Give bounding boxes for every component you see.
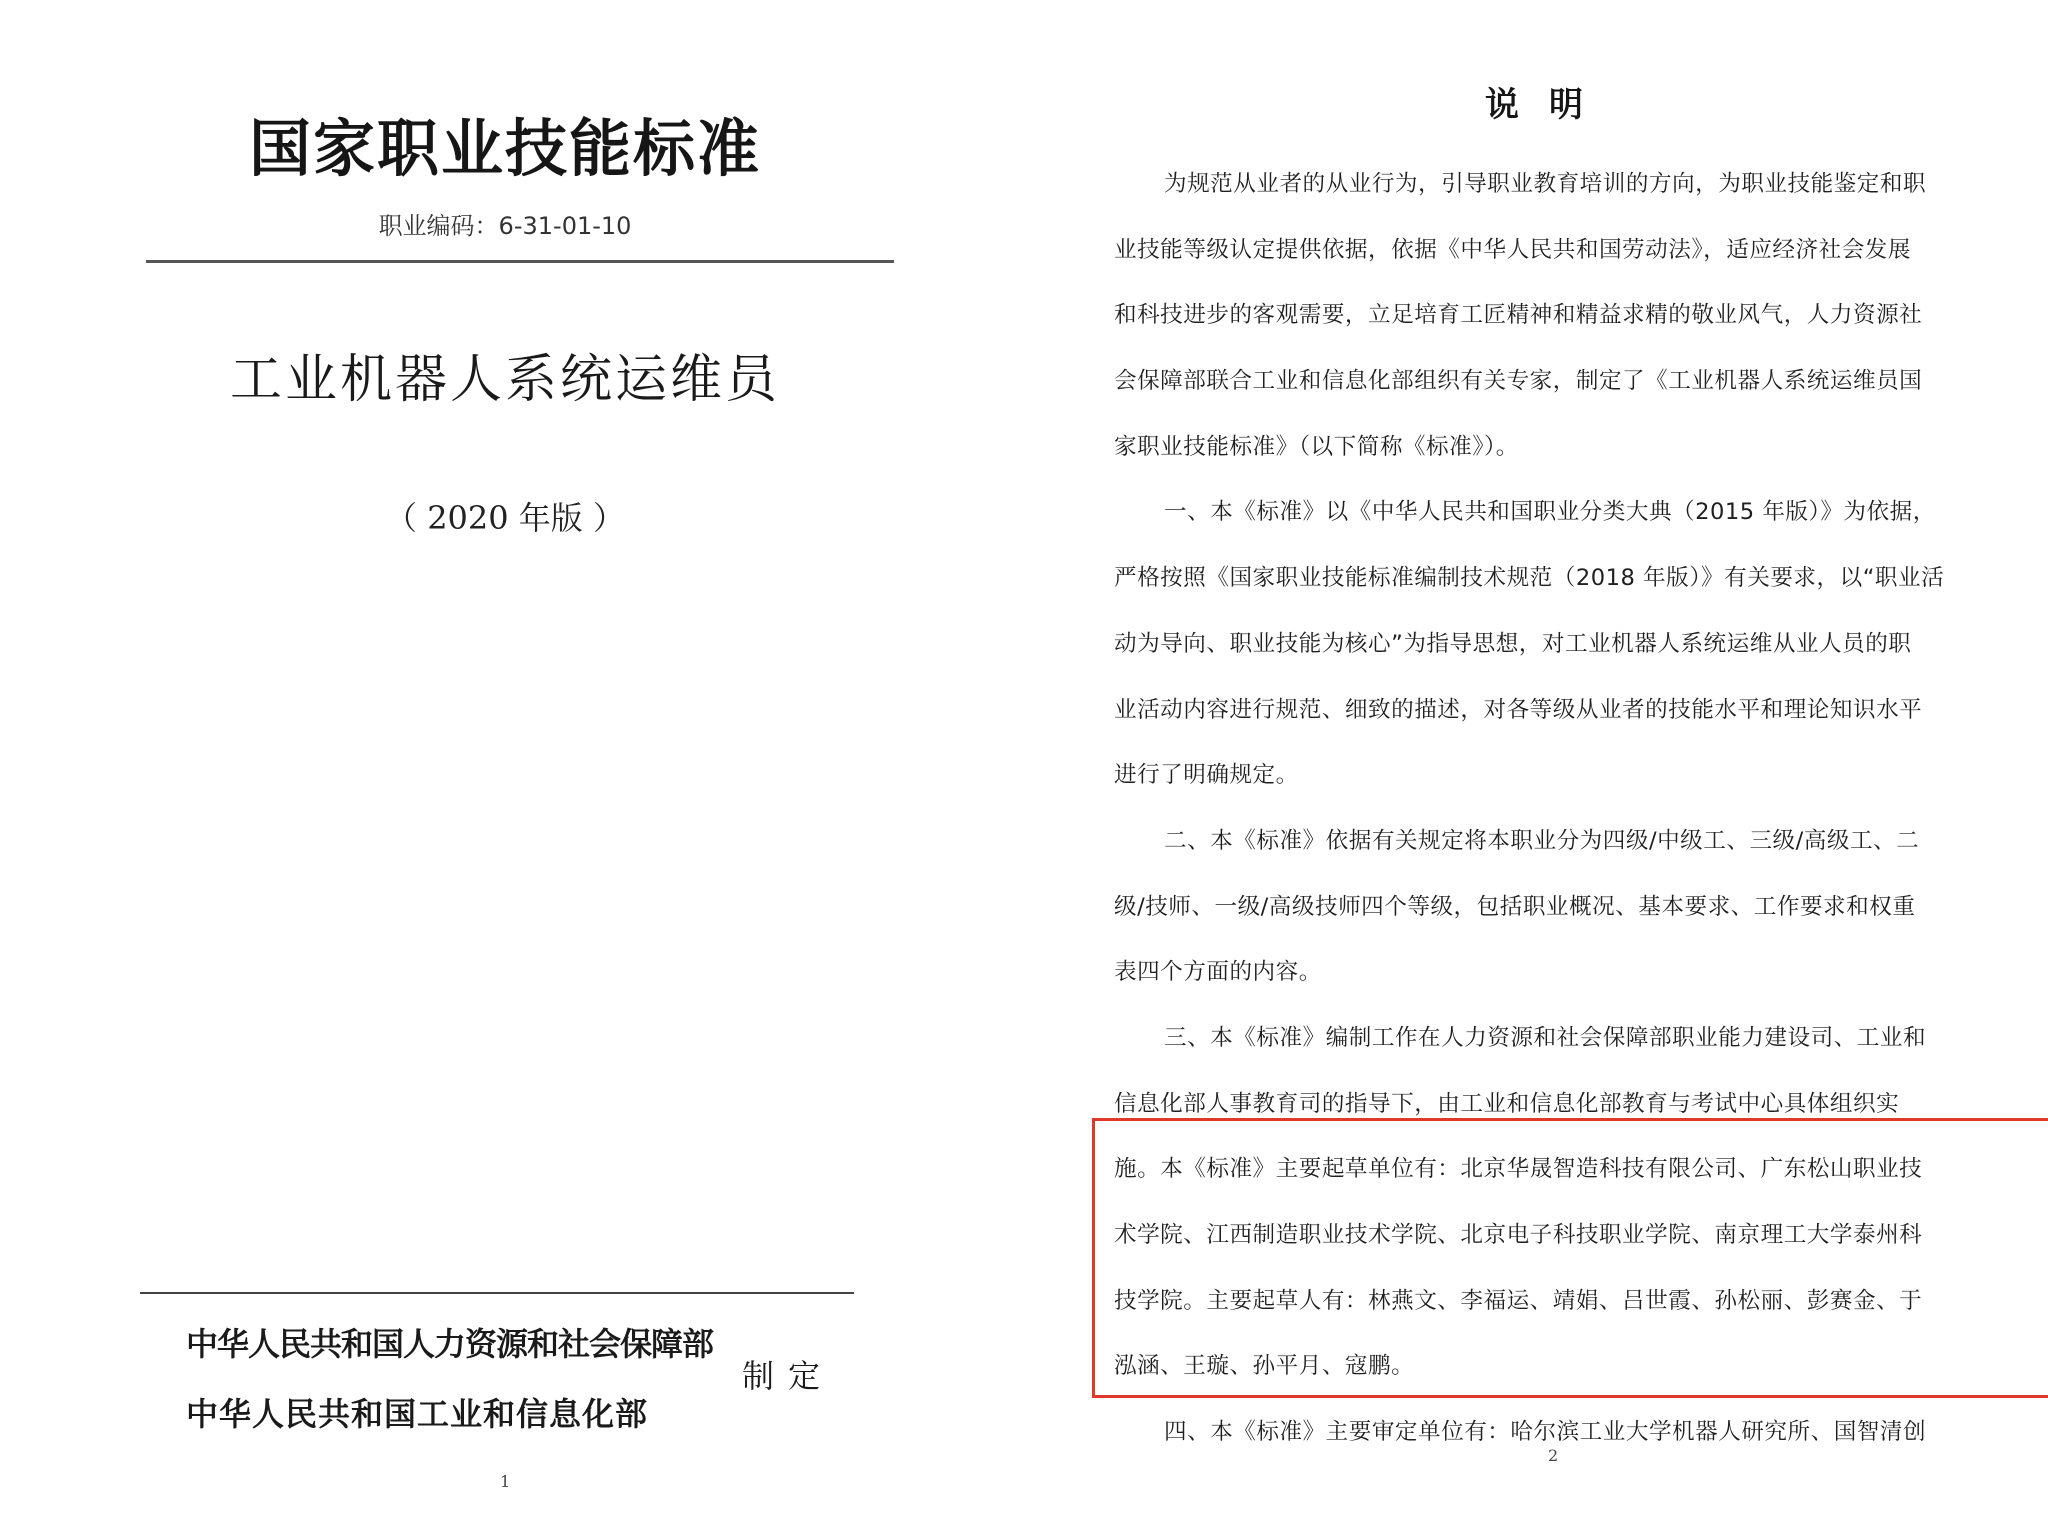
text-line: 业活动内容进行规范、细致的描述，对各等级从业者的技能水平和理论知识水平 xyxy=(1114,696,1923,723)
title-divider xyxy=(146,260,894,263)
text-line: 三、本《标准》编制工作在人力资源和社会保障部职业能力建设司、工业和 xyxy=(1164,1024,1927,1051)
text-line: 一、本《标准》以《中华人民共和国职业分类大典（2015 年版）》为依据， xyxy=(1164,499,1936,526)
text-line: 动为导向、职业技能为核心”为指导思想，对工业机器人系统运维从业人员的职 xyxy=(1114,630,1912,657)
text-line: 严格按照《国家职业技能标准编制技术规范（2018 年版）》有关要求，以“职业活 xyxy=(1114,565,1945,592)
page-number: 1 xyxy=(500,1472,511,1491)
text-line: 信息化部人事教育司的指导下，由工业和信息化部教育与考试中心具体组织实 xyxy=(1114,1090,1900,1117)
text-line: 会保障部联合工业和信息化部组织有关专家，制定了《工业机器人系统运维员国 xyxy=(1114,368,1923,395)
text-line: 二、本《标准》依据有关规定将本职业分为四级/中级工、三级/高级工、二 xyxy=(1164,827,1920,854)
text-line: 术学院、江西制造职业技术学院、北京电子科技职业学院、南京理工大学泰州科 xyxy=(1114,1222,1923,1248)
text-line: 为规范从业者的从业行为，引导职业教育培训的方向，为职业技能鉴定和职 xyxy=(1164,171,1927,197)
text-line: 施。本《标准》主要起草单位有：北京华晟智造科技有限公司、广东松山职业技 xyxy=(1114,1156,1923,1183)
text-line: 四、本《标准》主要审定单位有：哈尔滨工业大学机器人研究所、国智清创 xyxy=(1164,1419,1927,1446)
occupation-code: 职业编码：6-31-01-10 xyxy=(378,212,632,240)
edition-label: （ 2020 年版 ） xyxy=(385,499,625,537)
occupation-name: 工业机器人系统运维员 xyxy=(229,350,780,410)
page-number: 2 xyxy=(1548,1446,1559,1465)
highlight-box xyxy=(1092,1118,2048,1398)
document-title: 国家职业技能标准 xyxy=(248,112,761,185)
section-heading: 说明 xyxy=(1485,85,1613,125)
text-line: 泓涵、王璇、孙平月、寇鹏。 xyxy=(1114,1353,1415,1380)
text-line: 家职业技能标准》（以下简称《标准》）。 xyxy=(1114,433,1519,460)
text-line: 和科技进步的客观需要，立足培育工匠精神和精益求精的敬业风气，人力资源社 xyxy=(1114,302,1923,329)
text-line: 级/技师、一级/高级技师四个等级，包括职业概况、基本要求、工作要求和权重 xyxy=(1114,893,1916,920)
text-line: 进行了明确规定。 xyxy=(1114,762,1299,789)
issuer-divider xyxy=(140,1292,854,1294)
issuer-hrss: 中华人民共和国人力资源和社会保障部 xyxy=(186,1325,714,1363)
text-line: 表四个方面的内容。 xyxy=(1114,959,1322,986)
explanation-page xyxy=(1050,0,2048,1534)
text-line: 业技能等级认定提供依据，依据《中华人民共和国劳动法》，适应经济社会发展 xyxy=(1114,236,1911,263)
text-line: 技学院。主要起草人有：林燕文、李福运、靖娟、吕世霞、孙松丽、彭赛金、于 xyxy=(1114,1287,1923,1314)
issuer-miit: 中华人民共和国工业和信息化部 xyxy=(186,1395,649,1433)
issuer-action: 制定 xyxy=(742,1357,835,1395)
